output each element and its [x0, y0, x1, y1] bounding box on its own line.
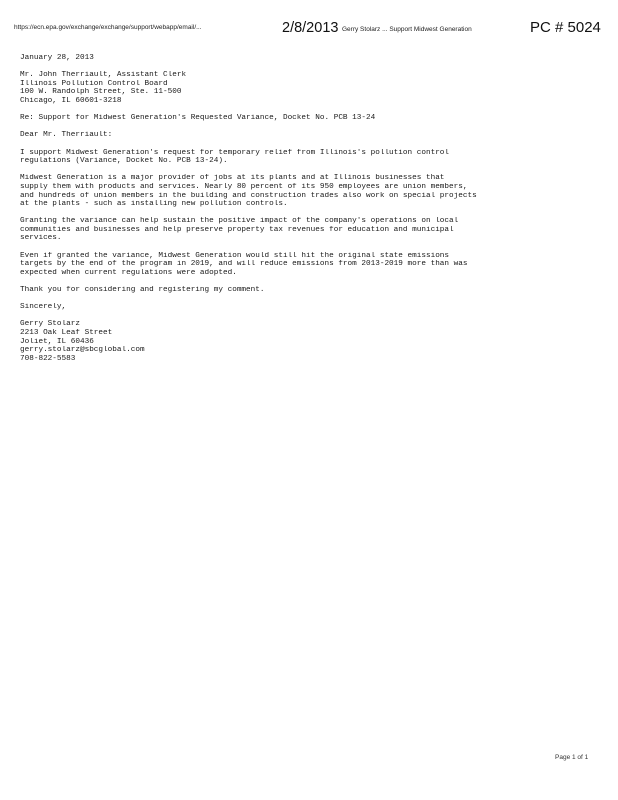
- letter-date: January 28, 2013: [20, 54, 94, 62]
- paragraph: [20, 149, 605, 166]
- header-url: https://ecn.epa.gov/exchange/exchange/support/webapp/email/...: [14, 24, 202, 31]
- paragraph-line: regulations (Variance, Docket No. PCB 13-24).: [20, 157, 228, 166]
- paragraph-line: communities and businesses and help preserve property tax revenues for education and municipal: [20, 225, 454, 234]
- recipient-line: 100 W. Randolph Street, Ste. 11-500: [20, 88, 182, 97]
- signer-city: Joliet, IL 60436: [20, 337, 94, 346]
- paragraph-line: supply them with products and services. Nearly 80 percent of its 950 employees are union members,: [20, 182, 468, 191]
- paragraph-line: expected when current regulations were adopted.: [20, 268, 237, 277]
- paragraph: [20, 252, 605, 278]
- paragraph-line: and hundreds of union members in the building and construction trades also work on special projects: [20, 191, 477, 200]
- paragraph-line: targets by the end of the program in 2019, and will reduce emissions from 2013-2019 more than was: [20, 260, 468, 269]
- letter-body: [20, 54, 605, 363]
- header-mid-text: Gerry Stolarz ... Support Midwest Generation: [342, 26, 472, 33]
- page-number: Page 1 of 1: [555, 754, 589, 761]
- subject-line: Re: Support for Midwest Generation's Requested Variance, Docket No. PCB 13-24: [20, 114, 376, 123]
- paragraph: [20, 217, 605, 243]
- paragraph-line: Granting the variance can help sustain the positive impact of the company's operations on local: [20, 217, 459, 226]
- paragraph-line: services.: [20, 234, 62, 243]
- signer-email: gerry.stolarz@sbcglobal.com: [20, 346, 145, 355]
- recipient-line: Chicago, IL 60601-3218: [20, 96, 122, 105]
- paragraph-line: Even if granted the variance, Midwest Generation would still hit the original state emissions: [20, 251, 450, 260]
- closing: Sincerely,: [20, 303, 67, 312]
- paragraph-line: I support Midwest Generation's request for temporary relief from Illinois's pollution control: [20, 148, 450, 157]
- signature-block: [20, 320, 605, 363]
- header-date: 2/8/2013: [282, 20, 339, 36]
- paragraph: [20, 286, 605, 295]
- recipient-address: [20, 71, 605, 105]
- paragraph-line: at the plants - such as installing new pollution controls.: [20, 200, 288, 209]
- paragraph: [20, 174, 605, 208]
- signer-name: Gerry Stolarz: [20, 320, 80, 329]
- signer-phone: 708-822-5583: [20, 354, 76, 363]
- paragraph-line: Thank you for considering and registering my comment.: [20, 286, 265, 295]
- signer-street: 2213 Oak Leaf Street: [20, 329, 113, 337]
- recipient-line: Mr. John Therriault, Assistant Clerk: [20, 71, 187, 80]
- salutation: Dear Mr. Therriault:: [20, 131, 113, 140]
- recipient-line: Illinois Pollution Control Board: [20, 79, 168, 88]
- pc-number: PC # 5024: [530, 19, 601, 36]
- paragraph-line: Midwest Generation is a major provider of jobs at its plants and at Illinois businesses that: [20, 174, 445, 183]
